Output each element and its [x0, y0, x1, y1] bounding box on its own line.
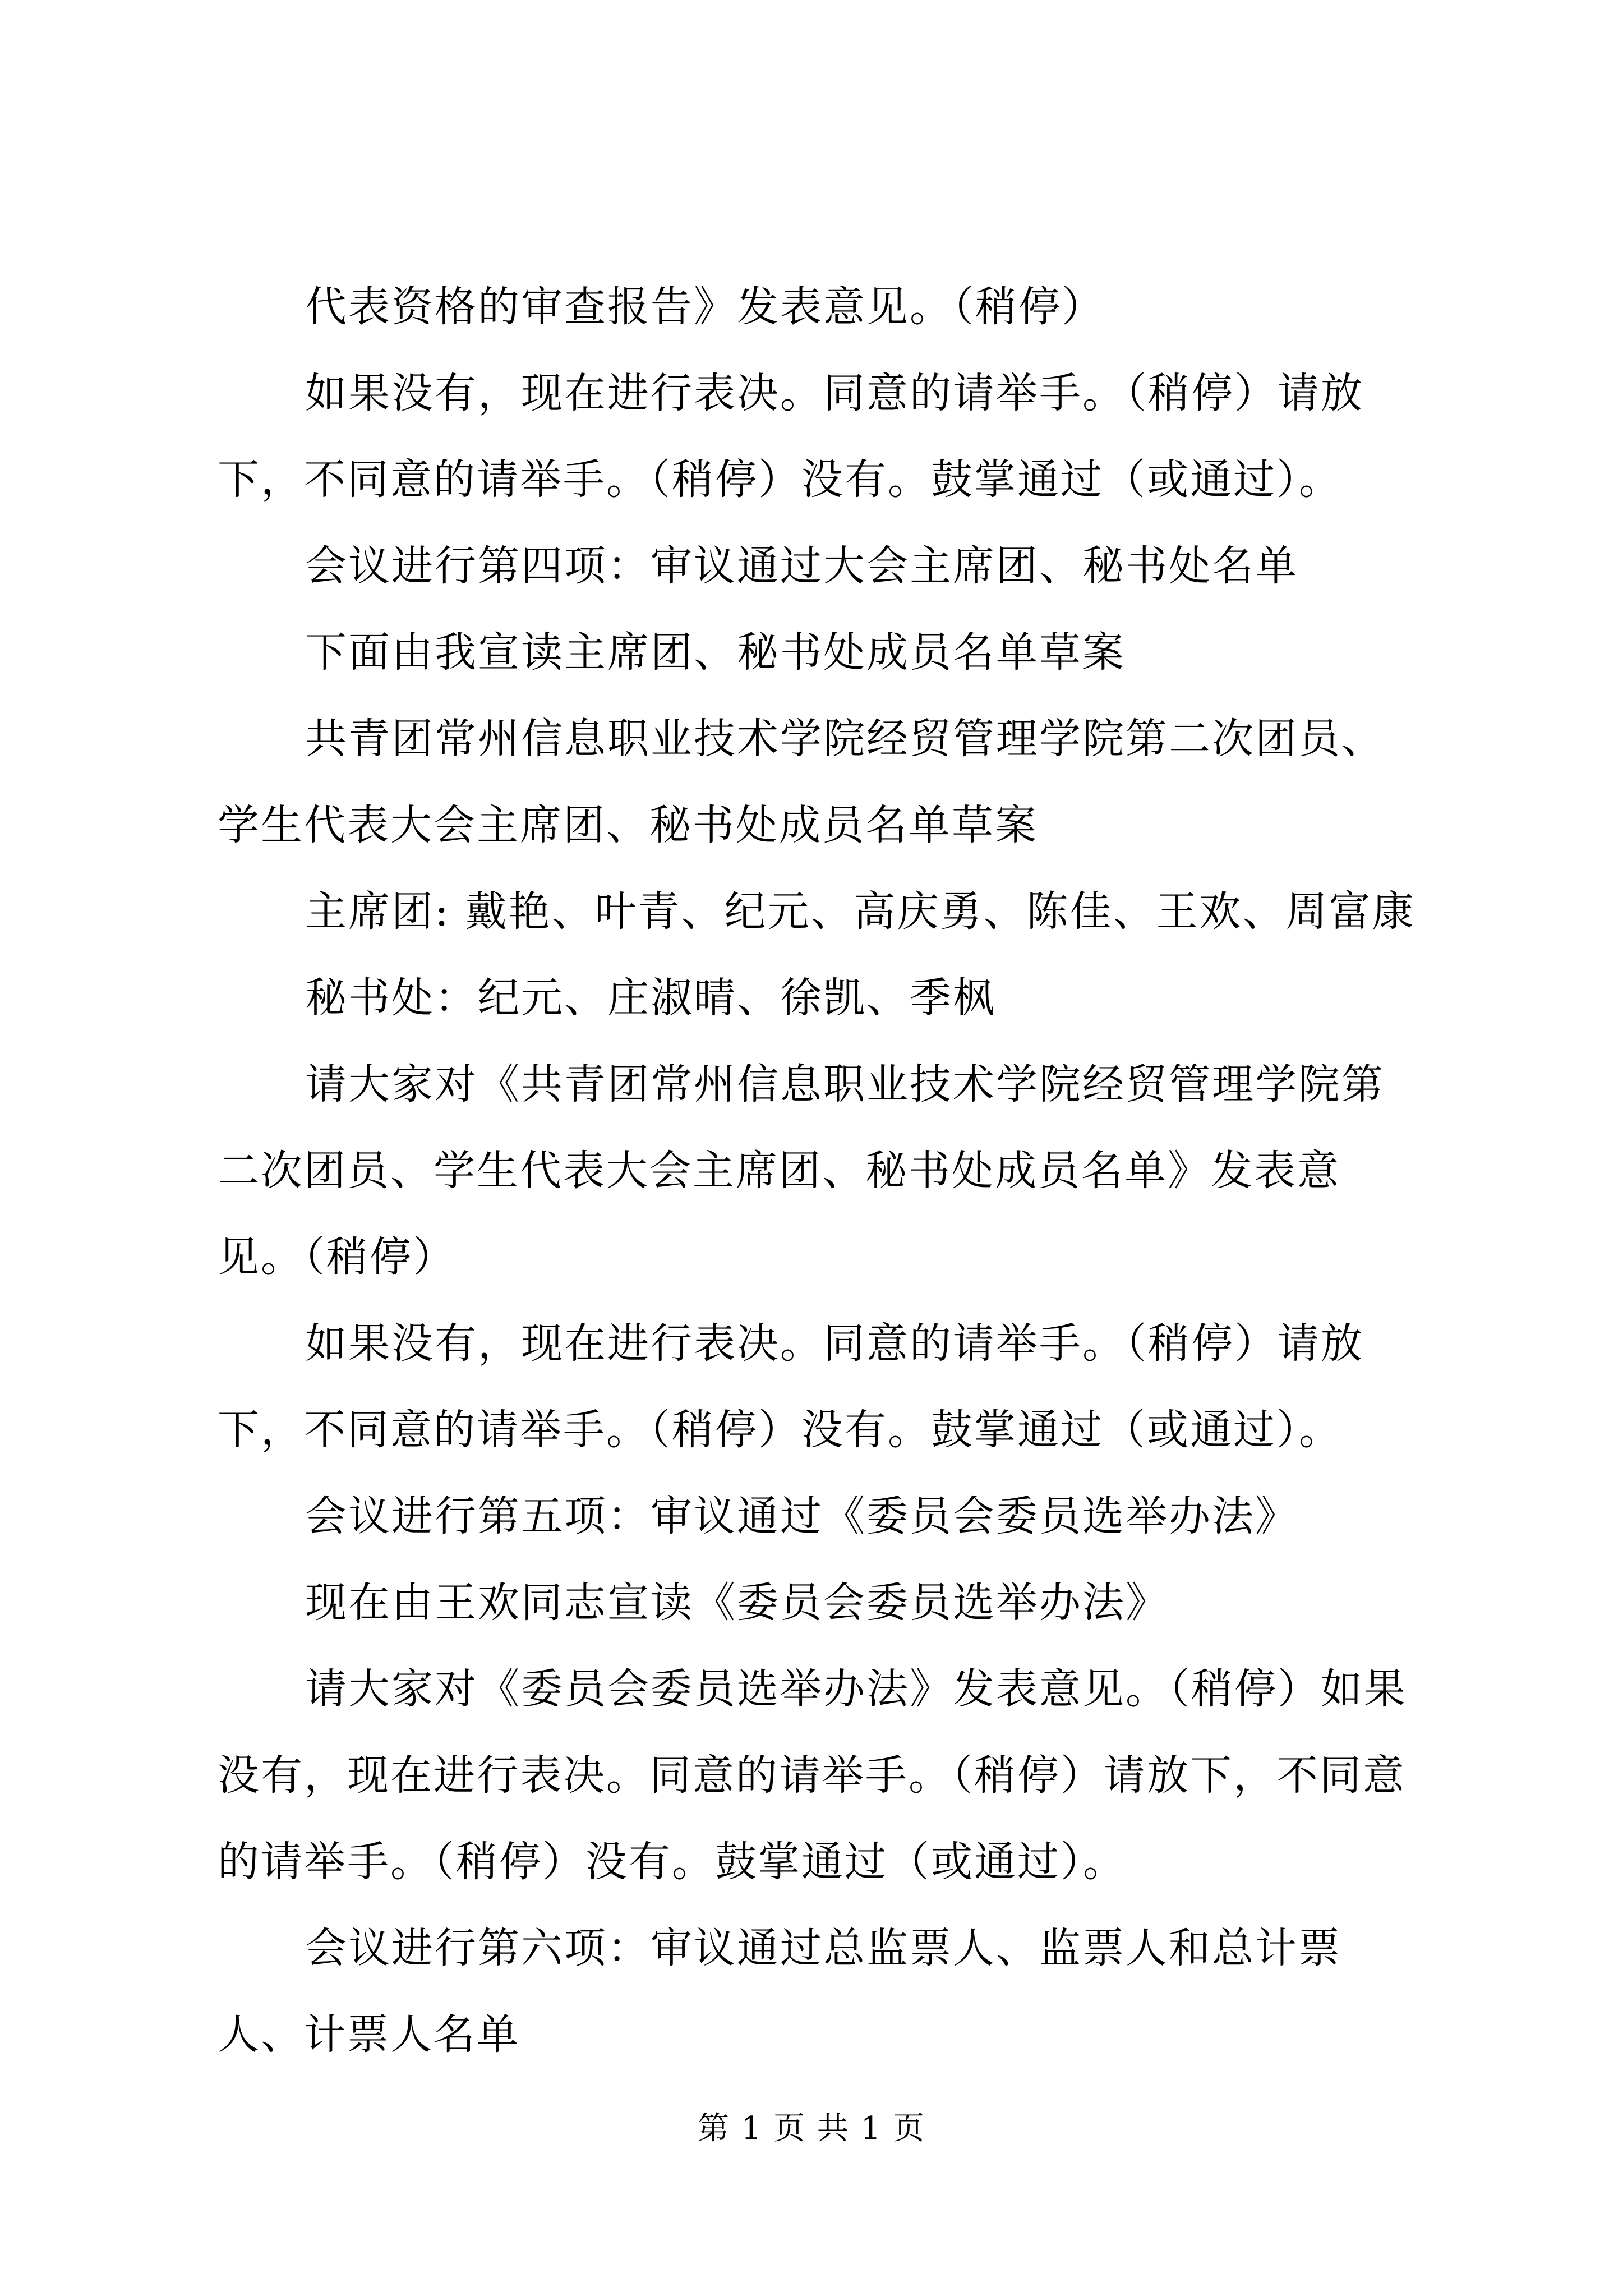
document-body [218, 264, 1418, 2078]
paragraph-12: 请大家对《委员会委员选举办法》发表意见。（稍停）如果没有，现在进行表决。同意的请举手。（稍停）请放下，不同意的请举手。（稍停）没有。鼓掌通过（或通过）。 [218, 1665, 1407, 1886]
paragraph-9: 如果没有，现在进行表决。同意的请举手。（稍停）请放下，不同意的请举手。（稍停）没有。鼓掌通过（或通过）。 [218, 1319, 1364, 1454]
paragraph-8: 请大家对《共青团常州信息职业技术学院经贸管理学院第二次团员、学生代表大会主席团、秘书处成员名单》发表意见。（稍停） [218, 1060, 1385, 1281]
paragraph-1: 代表资格的审查报告》发表意见。（稍停） [305, 283, 1105, 331]
paragraph-10: 会议进行第五项：审议通过《委员会委员选举办法》 [305, 1492, 1298, 1540]
paragraph-7: 秘书处：纪元、庄淑晴、徐凯、季枫 [305, 974, 996, 1022]
paragraph-11: 现在由王欢同志宣读《委员会委员选举办法》 [305, 1579, 1169, 1627]
paragraph-4: 下面由我宣读主席团、秘书处成员名单草案 [305, 628, 1126, 677]
paragraph-2: 如果没有，现在进行表决。同意的请举手。（稍停）请放下，不同意的请举手。（稍停）没有。鼓掌通过（或通过）。 [218, 369, 1364, 504]
paragraph-13: 会议进行第六项：审议通过总监票人、监票人和总计票人、计票人名单 [218, 1924, 1341, 2059]
page-number-footer: 第 1 页 共 1 页 [697, 2110, 926, 2147]
paragraph-3: 会议进行第四项：审议通过大会主席团、秘书处名单 [305, 542, 1298, 590]
paragraph-6: 主席团: 戴艳、叶青、纪元、高庆勇、陈佳、王欢、周富康 [305, 887, 1415, 936]
paragraph-5: 共青团常州信息职业技术学院经贸管理学院第二次团员、学生代表大会主席团、秘书处成员名单草案 [218, 715, 1385, 849]
